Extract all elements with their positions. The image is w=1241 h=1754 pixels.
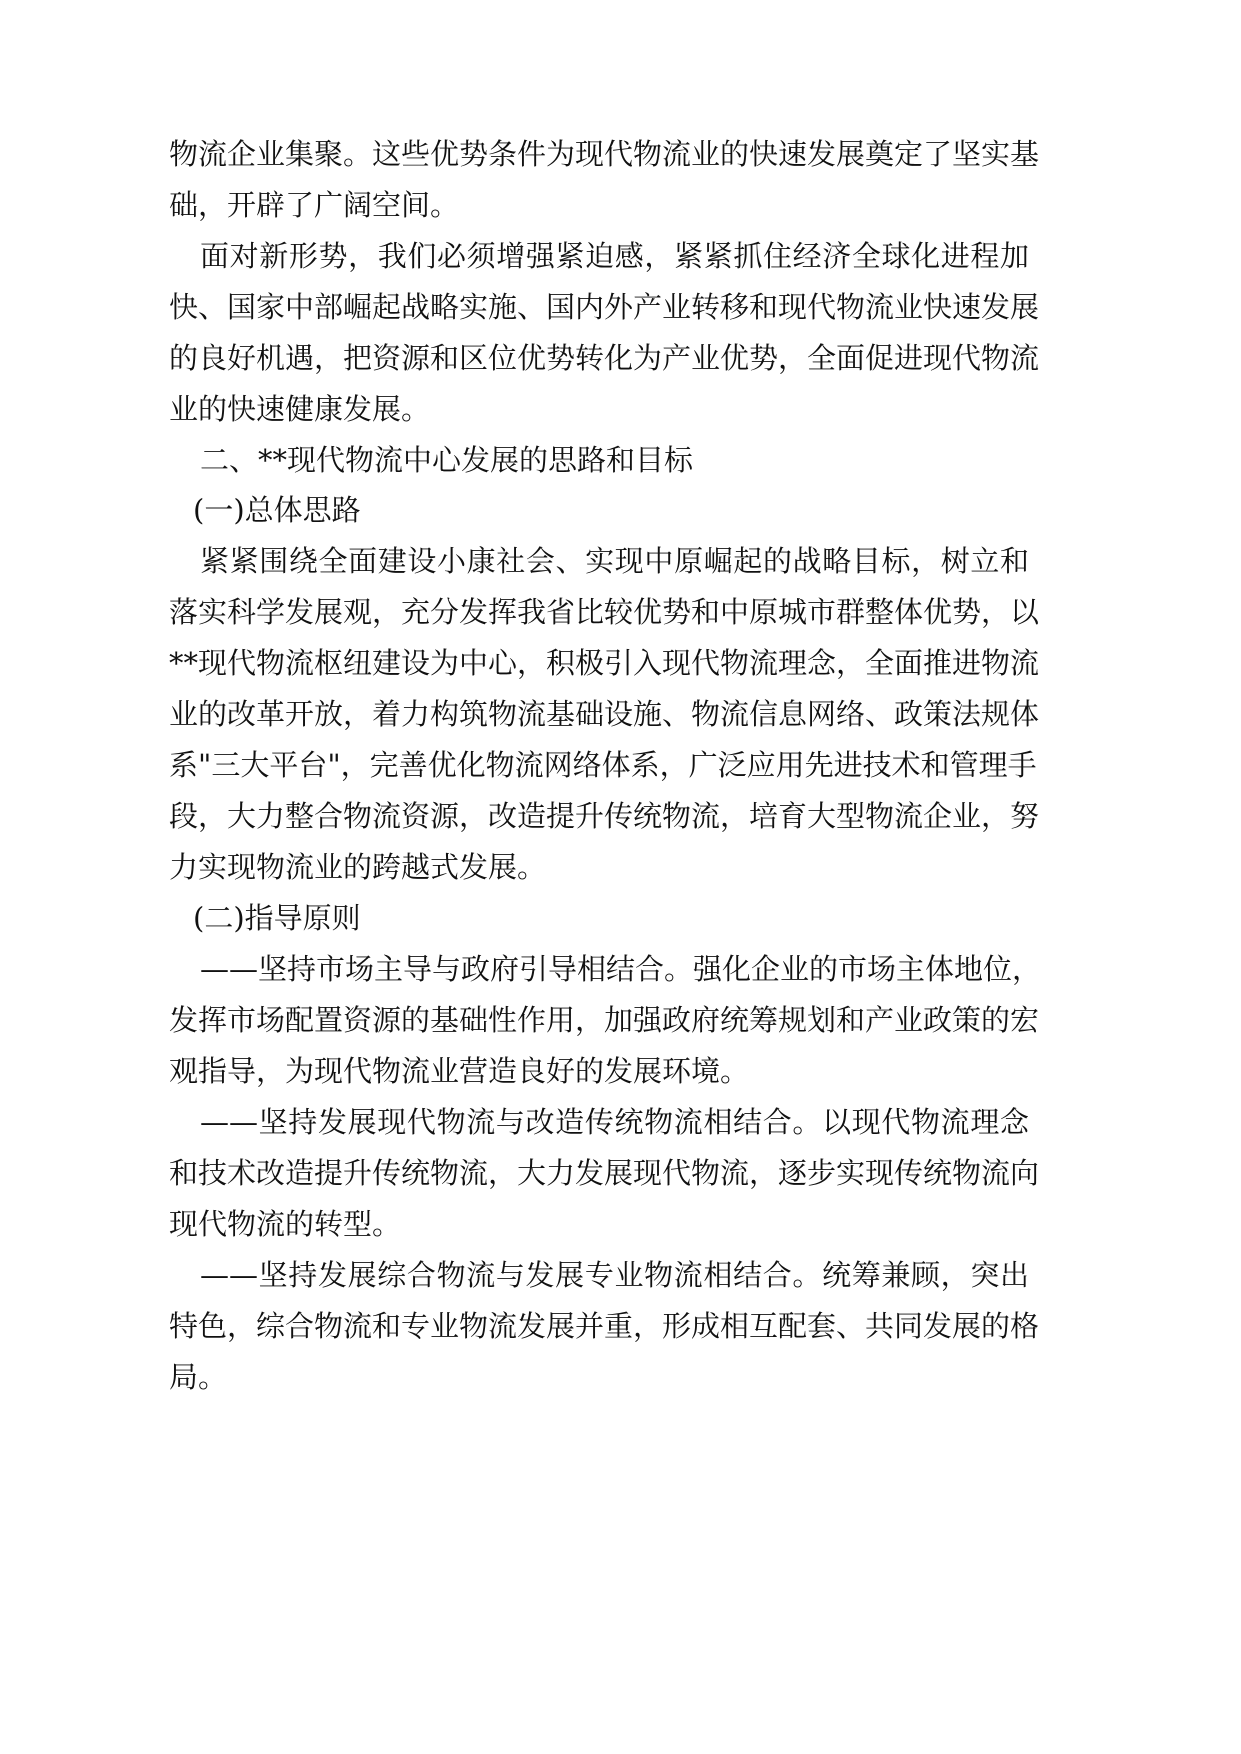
text-line: 快、国家中部崛起战略实施、国内外产业转移和现代物流业快速发展 (169, 290, 1040, 324)
text-line: **现代物流枢纽建设为中心，积极引入现代物流理念，全面推进物流 (169, 646, 1040, 680)
text-line: 落实科学发展观，充分发挥我省比较优势和中原城市群整体优势，以 (169, 595, 1040, 629)
text-line: 特色，综合物流和专业物流发展并重，形成相互配套、共同发展的格 (169, 1309, 1040, 1343)
text-line: 紧紧围绕全面建设小康社会、实现中原崛起的战略目标，树立和 (200, 544, 1029, 578)
text-line: ——坚持市场主导与政府引导相结合。强化企业的市场主体地位， (200, 952, 1042, 986)
text-line: ——坚持发展现代物流与改造传统物流相结合。以现代物流理念 (200, 1105, 1029, 1139)
text-line: ——坚持发展综合物流与发展专业物流相结合。统筹兼顾，突出 (200, 1258, 1029, 1292)
text-line: 的良好机遇，把资源和区位优势转化为产业优势，全面促进现代物流 (169, 341, 1040, 375)
text-line: 面对新形势，我们必须增强紧迫感，紧紧抓住经济全球化进程加 (200, 239, 1029, 273)
text-line: 力实现物流业的跨越式发展。 (169, 850, 547, 884)
text-line: 和技术改造提升传统物流，大力发展现代物流，逐步实现传统物流向 (169, 1156, 1040, 1190)
subsection-heading: (一)总体思路 (193, 493, 361, 527)
text-line: 现代物流的转型。 (169, 1207, 402, 1241)
text-line: 段，大力整合物流资源，改造提升传统物流，培育大型物流企业，努 (169, 799, 1040, 833)
text-line: 物流企业集聚。这些优势条件为现代物流业的快速发展奠定了坚实基 (169, 137, 1040, 171)
text-line: 业的快速健康发展。 (169, 392, 431, 426)
text-line: 业的改革开放，着力构筑物流基础设施、物流信息网络、政策法规体 (169, 697, 1040, 731)
text-line: 观指导，为现代物流业营造良好的发展环境。 (169, 1054, 750, 1088)
text-line: 局。 (169, 1360, 228, 1394)
text-line: 系"三大平台"，完善优化物流网络体系，广泛应用先进技术和管理手 (169, 748, 1037, 782)
text-line: 础，开辟了广阔空间。 (169, 188, 460, 222)
section-heading: 二、**现代物流中心发展的思路和目标 (200, 443, 694, 477)
subsection-heading: (二)指导原则 (193, 901, 361, 935)
text-line: 发挥市场配置资源的基础性作用，加强政府统筹规划和产业政策的宏 (169, 1003, 1040, 1037)
